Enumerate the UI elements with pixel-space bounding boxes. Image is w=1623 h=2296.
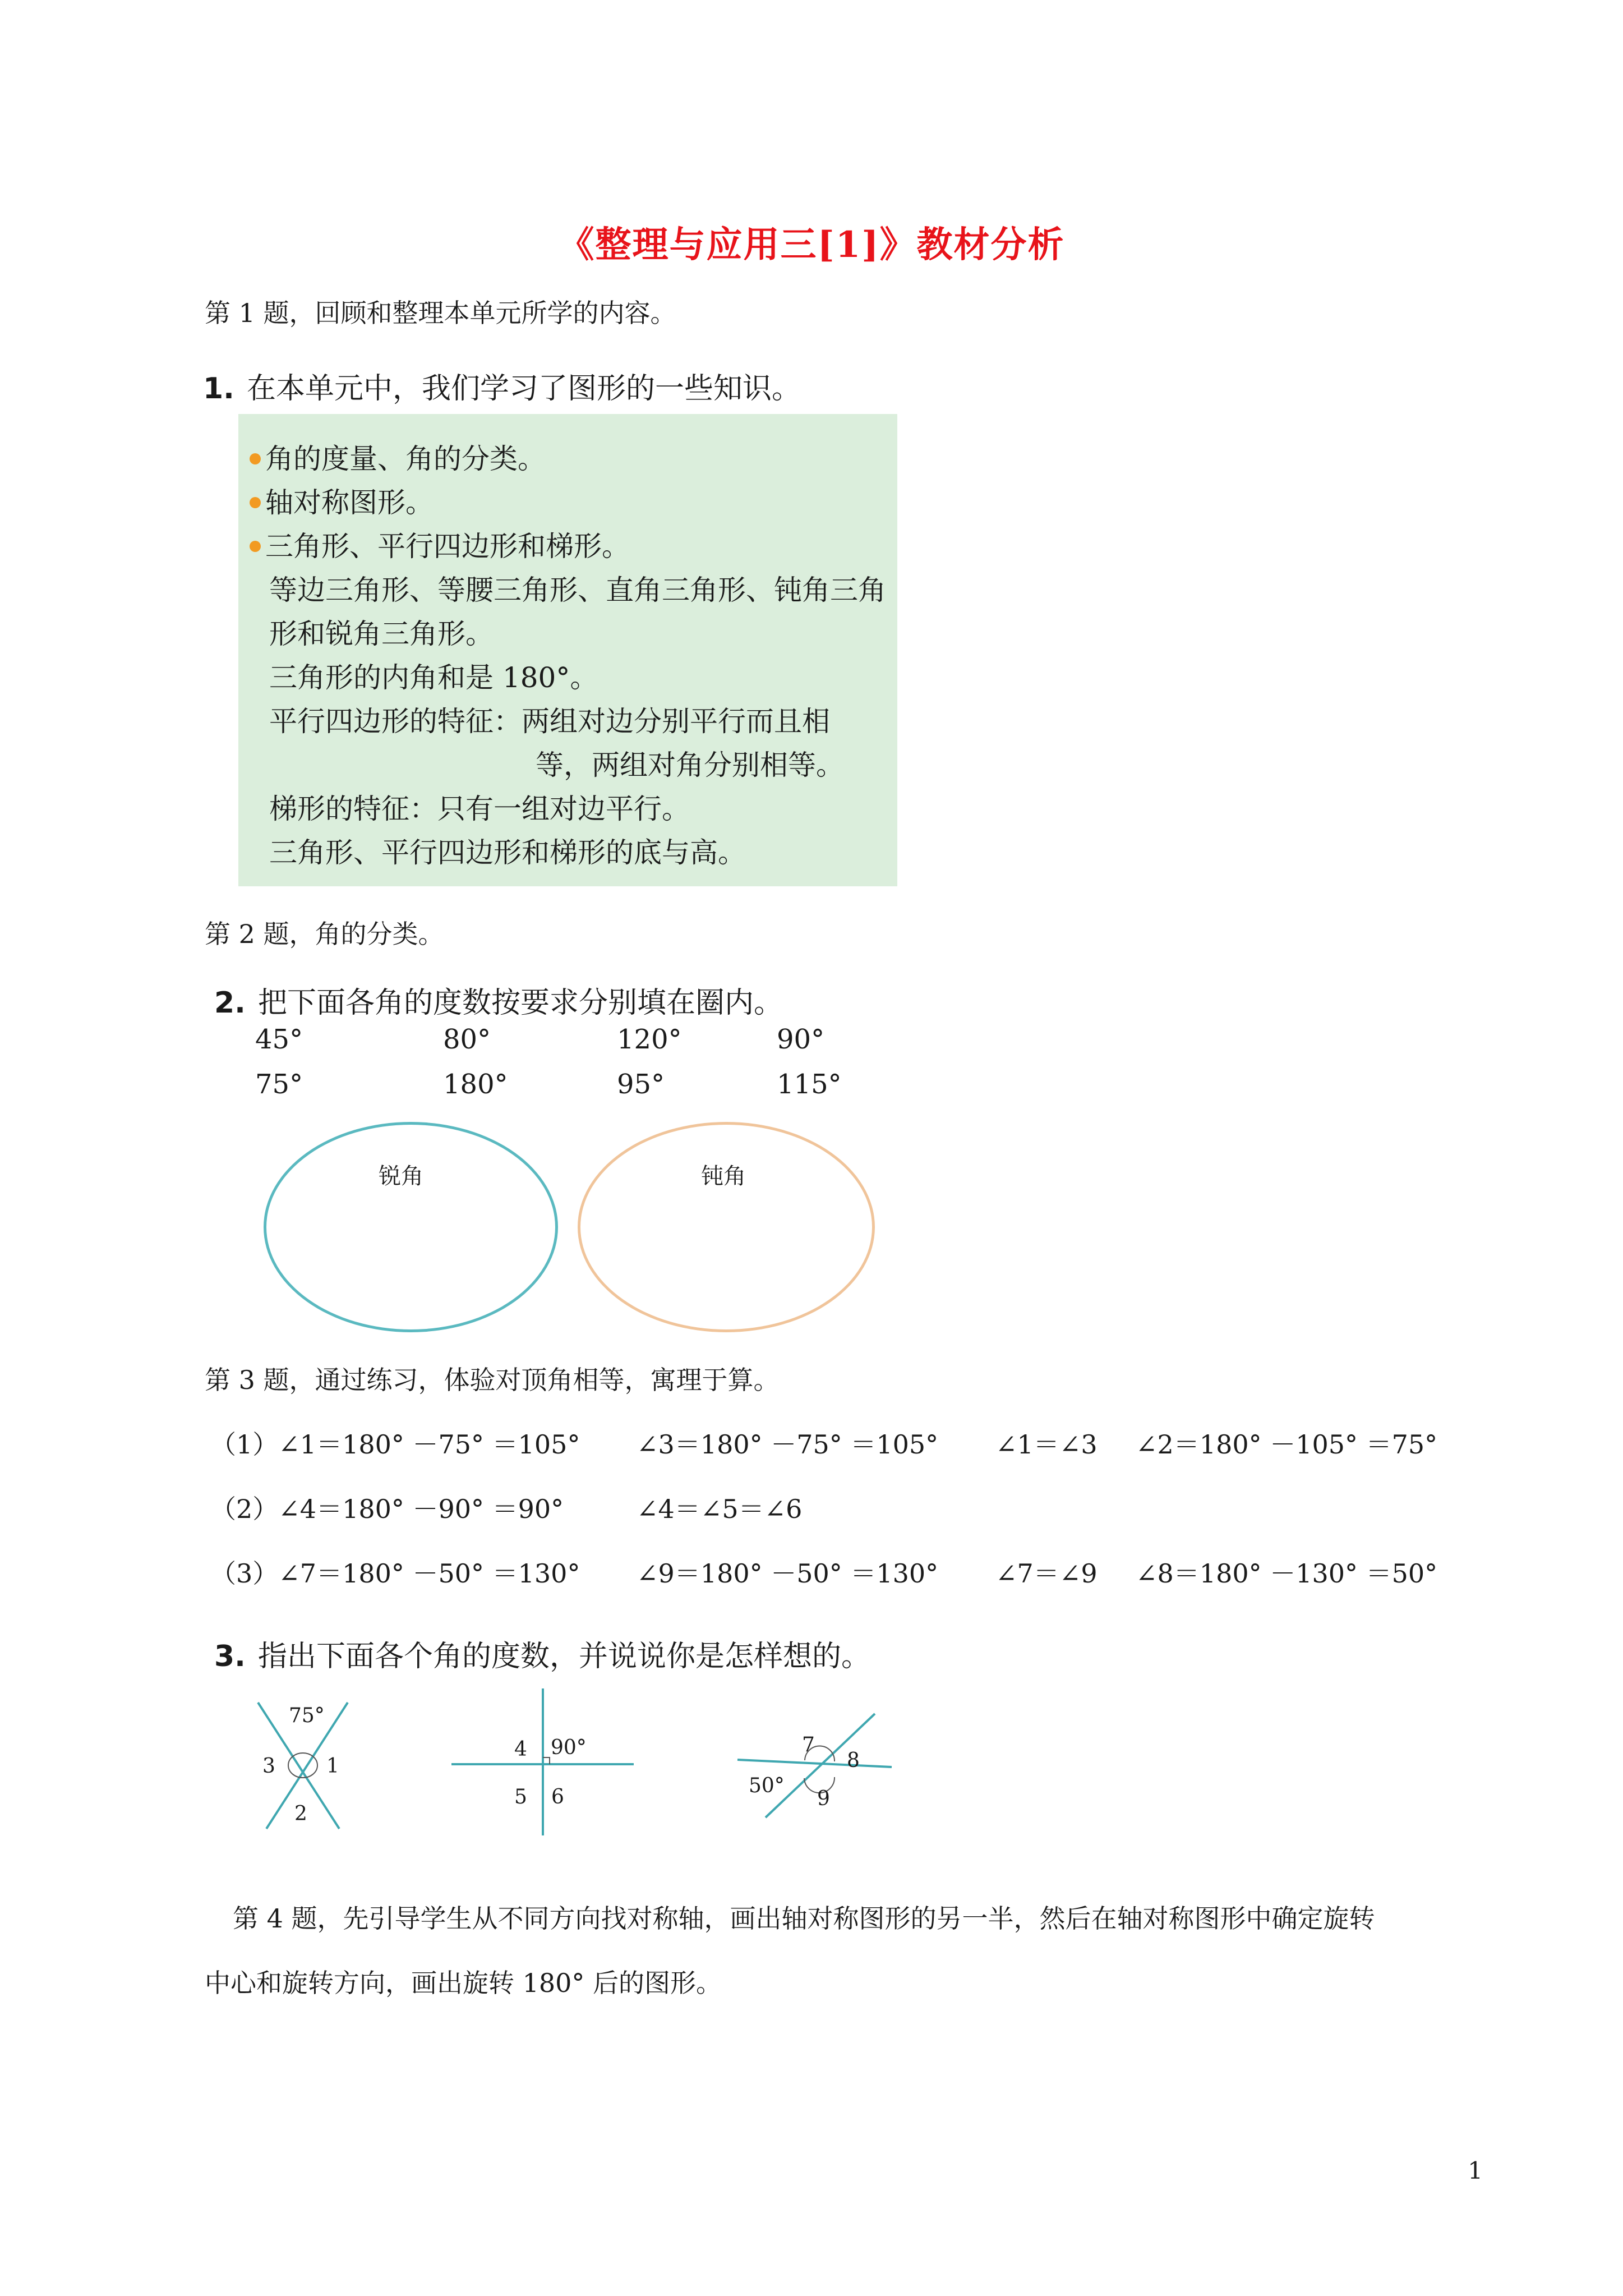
summary-box [238, 414, 897, 886]
fig1-given-angle: 75° [289, 1704, 325, 1727]
fig2-label-5: 5 [514, 1786, 527, 1809]
fig2-label-6: 6 [551, 1786, 564, 1809]
obtuse-angle-circle[interactable] [578, 1122, 875, 1332]
answer-1c: ∠1＝∠3 [995, 1429, 1098, 1460]
fig2-label-4: 4 [514, 1738, 527, 1761]
bullet-icon [250, 541, 261, 552]
section2-intro: 第 2 题，角的分类。 [205, 919, 444, 949]
page-title: 《整理与应用三[1]》教材分析 [558, 224, 1065, 266]
fig1-label-3: 3 [262, 1755, 275, 1778]
fig3-line-a [737, 1760, 892, 1767]
answer-3d: ∠8＝180° －130° ＝50° [1136, 1558, 1438, 1589]
q1-text: 在本单元中，我们学习了图形的一些知识。 [246, 372, 801, 406]
answer-1a: （1）∠1＝180° －75° ＝105° [210, 1429, 580, 1460]
q2-number: 2. [214, 986, 246, 1020]
degree-value: 115° [777, 1069, 842, 1100]
summary-line-6: 三角形的内角和是 180°。 [269, 661, 598, 694]
answer-1d: ∠2＝180° －105° ＝75° [1136, 1429, 1438, 1460]
acute-angle-circle[interactable] [264, 1122, 558, 1332]
bullet-icon [250, 453, 261, 464]
section1-intro: 第 1 题，回顾和整理本单元所学的内容。 [205, 298, 676, 328]
obtuse-angle-label: 钝角 [701, 1163, 746, 1189]
degree-value: 75° [255, 1069, 303, 1100]
q3-heading [214, 1632, 870, 1674]
section4-line1: 第 4 题，先引导学生从不同方向找对称轴，画出轴对称图形的另一半，然后在轴对称图形中确定旋转 [233, 1903, 1375, 1934]
answer-1b: ∠3＝180° －75° ＝105° [637, 1429, 939, 1460]
summary-line-4: 等边三角形、等腰三角形、直角三角形、钝角三角 [269, 574, 886, 606]
q3-text: 指出下面各个角的度数，并说说你是怎样想的。 [257, 1640, 870, 1673]
degree-value: 95° [617, 1069, 665, 1100]
acute-angle-label: 锐角 [379, 1163, 423, 1189]
answer-2b: ∠4＝∠5＝∠6 [637, 1494, 803, 1524]
summary-line-10: 三角形、平行四边形和梯形的底与高。 [269, 836, 746, 869]
degree-value: 120° [617, 1024, 682, 1055]
summary-line-1: 角的度量、角的分类。 [250, 436, 546, 477]
q2-heading [214, 979, 783, 1021]
fig2-given-angle: 90° [551, 1736, 587, 1759]
summary-line-8: 等，两组对角分别相等。 [536, 749, 844, 781]
summary-line-2: 轴对称图形。 [250, 480, 434, 521]
summary-line-7: 平行四边形的特征：两组对边分别平行而且相 [269, 705, 830, 738]
degree-value: 45° [255, 1024, 303, 1055]
q1-heading [203, 365, 801, 407]
fig3-label-7: 7 [802, 1733, 815, 1756]
section4-line2: 中心和旋转方向，画出旋转 180° 后的图形。 [205, 1968, 722, 1998]
fig3-label-9: 9 [817, 1787, 830, 1810]
q3-number: 3. [214, 1640, 246, 1673]
answer-3c: ∠7＝∠9 [995, 1558, 1098, 1589]
fig1-label-2: 2 [294, 1802, 307, 1825]
angle-figures [236, 1688, 965, 1840]
section3-intro: 第 3 题，通过练习，体验对顶角相等，寓理于算。 [205, 1365, 780, 1395]
summary-line-5: 形和锐角三角形。 [269, 618, 494, 650]
q2-text: 把下面各角的度数按要求分别填在圈内。 [257, 986, 783, 1020]
q1-number: 1. [203, 372, 234, 406]
page-number: 1 [1468, 2157, 1483, 2184]
summary-line-9: 梯形的特征：只有一组对边平行。 [269, 793, 690, 825]
answer-3b: ∠9＝180° －50° ＝130° [637, 1558, 939, 1589]
fig3-label-8: 8 [847, 1749, 860, 1772]
fig3-given-angle: 50° [749, 1774, 785, 1797]
summary-line-3: 三角形、平行四边形和梯形。 [250, 524, 630, 564]
degree-value: 80° [443, 1024, 491, 1055]
bullet-icon [250, 497, 261, 508]
answer-3a: （3）∠7＝180° －50° ＝130° [210, 1558, 580, 1589]
answer-2a: （2）∠4＝180° －90° ＝90° [210, 1494, 564, 1524]
fig1-label-1: 1 [326, 1755, 339, 1778]
degree-value: 90° [777, 1024, 825, 1055]
degree-value: 180° [443, 1069, 508, 1100]
